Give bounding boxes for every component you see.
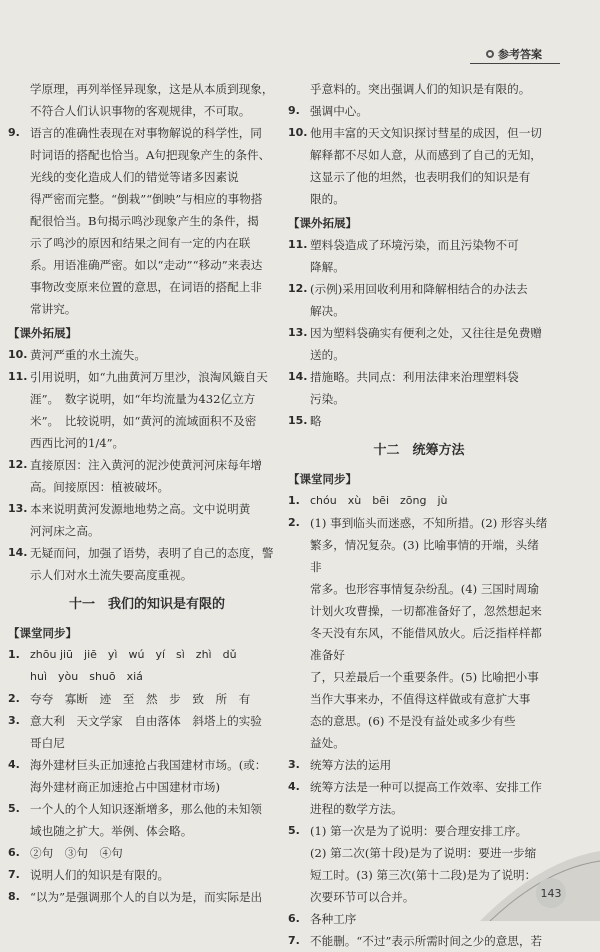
answer-item xyxy=(288,754,550,776)
item-line: 示人们对水土流失要高度重视。 xyxy=(30,568,193,582)
answer-list xyxy=(8,344,286,586)
answer-list xyxy=(8,644,286,908)
item-line: 冬天没有东风，不能借风放火。后泛指样样都准备好 xyxy=(310,626,542,662)
answer-item xyxy=(8,842,286,864)
answer-item xyxy=(288,512,550,754)
item-number: 13. xyxy=(8,502,28,515)
answer-item xyxy=(8,864,286,886)
item-number: 13. xyxy=(288,326,308,339)
item-line: zhōu jiū jiē yì wú yí sì zhì dǔ xyxy=(30,648,237,661)
item-line: 措施略。共同点：利用法律来治理塑料袋 xyxy=(310,370,519,384)
item-line: 西西比河的1/4”。 xyxy=(30,436,125,450)
answer-list xyxy=(288,100,550,210)
item-line: 说明人们的知识是有限的。 xyxy=(30,868,170,882)
item-line: 不能删。“不过”表示所需时间之少的意思，若 xyxy=(310,934,543,948)
item-line: 无疑而问，加强了语势，表明了自己的态度，警 xyxy=(30,546,274,560)
answer-item xyxy=(288,100,550,122)
answer-item xyxy=(8,542,286,586)
answer-item xyxy=(288,490,550,512)
item-number: 14. xyxy=(8,546,28,559)
item-line: 塑料袋造成了环境污染，而且污染物不可 xyxy=(310,238,519,252)
answer-item xyxy=(288,322,550,366)
item-number: 14. xyxy=(288,370,308,383)
page-number: 143 xyxy=(536,878,566,908)
item-line: 引用说明，如“九曲黄河万里沙，浪淘风簸自天 xyxy=(30,370,268,384)
chapter-title: 十一 我们的知识是有限的 xyxy=(68,597,225,612)
corner-decoration xyxy=(480,821,600,921)
item-number: 11. xyxy=(288,238,308,251)
item-line: huì yòu shuō xiá xyxy=(30,670,143,683)
item-line: 本来说明黄河发源地地势之高。文中说明黄 xyxy=(30,502,251,516)
item-number: 1. xyxy=(288,494,300,507)
answer-item xyxy=(288,930,550,952)
answer-item xyxy=(8,710,286,754)
answer-item xyxy=(8,754,286,798)
item-number: 2. xyxy=(288,516,300,529)
item-line: “以为”是强调那个人的自以为是，而实际是出 xyxy=(30,890,263,904)
section-heading: 【课堂同步】 xyxy=(8,626,77,640)
item-line: 解决。 xyxy=(310,304,345,318)
item-line: 域也随之扩大。举例、体会略。 xyxy=(30,824,193,838)
item-line: 涯”。 数字说明，如“年均流量为432亿立方 xyxy=(30,392,256,406)
item-line: 降解。 xyxy=(310,260,345,274)
item-line: chóu xù bēi zōng jù xyxy=(310,494,448,507)
answer-item: 9. 语言的准确性表现在对事物解说的科学性，同 时词语的搭配也恰当。A句把现象产生的条件、 光线的变化造成人们的错觉等诸多因素说 得严密而完整。“倒栽”“倒映”与相应的事物搭 配很恰当。B句揭示鸣沙现象产生的条件，揭 示了鸣沙的原因和结果之间有一定的内在联 系。用语准确严密。如以“走动”“移动”来表达 事物改变原来位置的意思，在词语的搭配上非 常讲究。 xyxy=(8,126,271,316)
item-line: 送的。 xyxy=(310,348,345,362)
item-number: 7. xyxy=(8,868,20,881)
item-number: 7. xyxy=(288,934,300,947)
bullet-circle-icon xyxy=(486,50,494,58)
item-line: 这显示了他的坦然，也表明我们的知识是有 xyxy=(310,170,531,184)
item-number: 10. xyxy=(8,348,28,361)
item-line: 黄河严重的水土流失。 xyxy=(30,348,146,362)
item-line: 意大利 天文学家 自由落体 斜塔上的实验 xyxy=(30,714,262,728)
answer-item xyxy=(8,886,286,908)
answer-item xyxy=(288,278,550,322)
answer-item xyxy=(288,410,550,432)
section-heading: 【课外拓展】 xyxy=(288,216,357,230)
answer-item xyxy=(8,498,286,542)
answer-item xyxy=(8,454,286,498)
left-column xyxy=(8,78,286,908)
chapter-title: 十二 统筹方法 xyxy=(373,443,465,458)
item-line: 统筹方法的运用 xyxy=(310,758,392,772)
item-line: 高。间接原因：植被破坏。 xyxy=(30,480,170,494)
header-title: 参考答案 xyxy=(498,48,542,61)
item-number: 3. xyxy=(8,714,20,727)
item-line: 常多。也形容事情复杂纷乱。(4) 三国时周瑜 xyxy=(310,582,539,596)
answer-item xyxy=(8,366,286,454)
item-line: 夸夸 寡断 迹 至 然 步 致 所 有 xyxy=(30,692,251,706)
item-number: 1. xyxy=(8,648,20,661)
item-line: (示例)采用回收利用和降解相结合的办法去 xyxy=(310,282,528,296)
answer-list xyxy=(288,234,550,432)
item-line: 短工时。(3) 第三次(第十二段)是为了说明： xyxy=(310,868,537,882)
item-number: 5. xyxy=(288,824,300,837)
item-line: 哥白尼 xyxy=(30,736,65,750)
right-intro: 乎意料的。突出强调人们的知识是有限的。 xyxy=(310,82,531,96)
item-number: 2. xyxy=(8,692,20,705)
item-number: 10. xyxy=(288,126,308,139)
answer-item xyxy=(8,798,286,842)
page-header xyxy=(486,46,542,62)
item-line: 一个人的个人知识逐渐增多，那么他的未知领 xyxy=(30,802,262,816)
item-line: 态的意思。(6) 不是没有益处或多少有些 xyxy=(310,714,516,728)
answer-item xyxy=(8,344,286,366)
item-line: ②句 ③句 ④句 xyxy=(30,846,123,860)
item-line: 米”。 比较说明，如“黄河的流域面积不及密 xyxy=(30,414,257,428)
item-number: 6. xyxy=(8,846,20,859)
item-number: 12. xyxy=(288,282,308,295)
item-line: 因为塑料袋确实有便利之处，又往往是免费赠 xyxy=(310,326,542,340)
item-line: 略 xyxy=(310,414,322,428)
item-line: 繁多，情况复杂。(3) 比喻事情的开端，头绪非 xyxy=(310,538,539,574)
item-number: 9. xyxy=(288,104,300,117)
answer-item xyxy=(288,366,550,410)
item-line: 当作大事来办，不值得这样做或有意扩大事 xyxy=(310,692,531,706)
section-heading: 【课外拓展】 xyxy=(8,326,77,340)
item-line: 限的。 xyxy=(310,192,345,206)
item-line: 他用丰富的天文知识探讨彗星的成因，但一切 xyxy=(310,126,542,140)
item-line: 益处。 xyxy=(310,736,345,750)
item-line: 了，只差最后一个重要条件。(5) 比喻把小事 xyxy=(310,670,539,684)
item-number: 4. xyxy=(288,780,300,793)
item-number: 6. xyxy=(288,912,300,925)
item-line: 计划火攻曹操，一切都准备好了，忽然想起来 xyxy=(310,604,542,618)
item-line: 海外建材巨头正加速抢占我国建材市场。(或： xyxy=(30,758,267,772)
item-number: 15. xyxy=(288,414,308,427)
item-number: 3. xyxy=(288,758,300,771)
item-line: 进程的数学方法。 xyxy=(310,802,403,816)
item-line: 强调中心。 xyxy=(310,104,368,118)
item-line: 统筹方法是一种可以提高工作效率、安排工作 xyxy=(310,780,542,794)
item-line: 直接原因：注入黄河的泥沙使黄河河床每年增 xyxy=(30,458,262,472)
item-line: 次要环节可以合并。 xyxy=(310,890,415,904)
item-line: 各种工序 xyxy=(310,912,357,926)
answer-item xyxy=(288,234,550,278)
header-divider xyxy=(470,63,560,64)
answer-item xyxy=(288,776,550,820)
answer-item xyxy=(8,644,286,688)
item-line: 海外建材商正加速抢占中国建材市场) xyxy=(30,780,221,794)
section-heading: 【课堂同步】 xyxy=(288,472,357,486)
item-line: 污染。 xyxy=(310,392,345,406)
item-line: (2) 第二次(第十段)是为了说明：要进一步缩 xyxy=(310,846,537,860)
item-number: 12. xyxy=(8,458,28,471)
item-number: 11. xyxy=(8,370,28,383)
item-line: (1) 第一次是为了说明：要合理安排工序。 xyxy=(310,824,528,838)
item-number: 5. xyxy=(8,802,20,815)
item-line: (1) 事到临头而迷惑，不知所措。(2) 形容头绪 xyxy=(310,516,548,530)
answer-item xyxy=(288,122,550,210)
item-number: 4. xyxy=(8,758,20,771)
answer-item xyxy=(8,688,286,710)
left-intro: 学原理，再列举怪异现象，这是从本质到现象， 不符合人们认识事物的客观规律，不可取。 xyxy=(30,82,274,118)
item-line: 河河床之高。 xyxy=(30,524,100,538)
item-line: 解释都不尽如人意，从而感到了自己的无知， xyxy=(310,148,542,162)
item-number: 8. xyxy=(8,890,20,903)
